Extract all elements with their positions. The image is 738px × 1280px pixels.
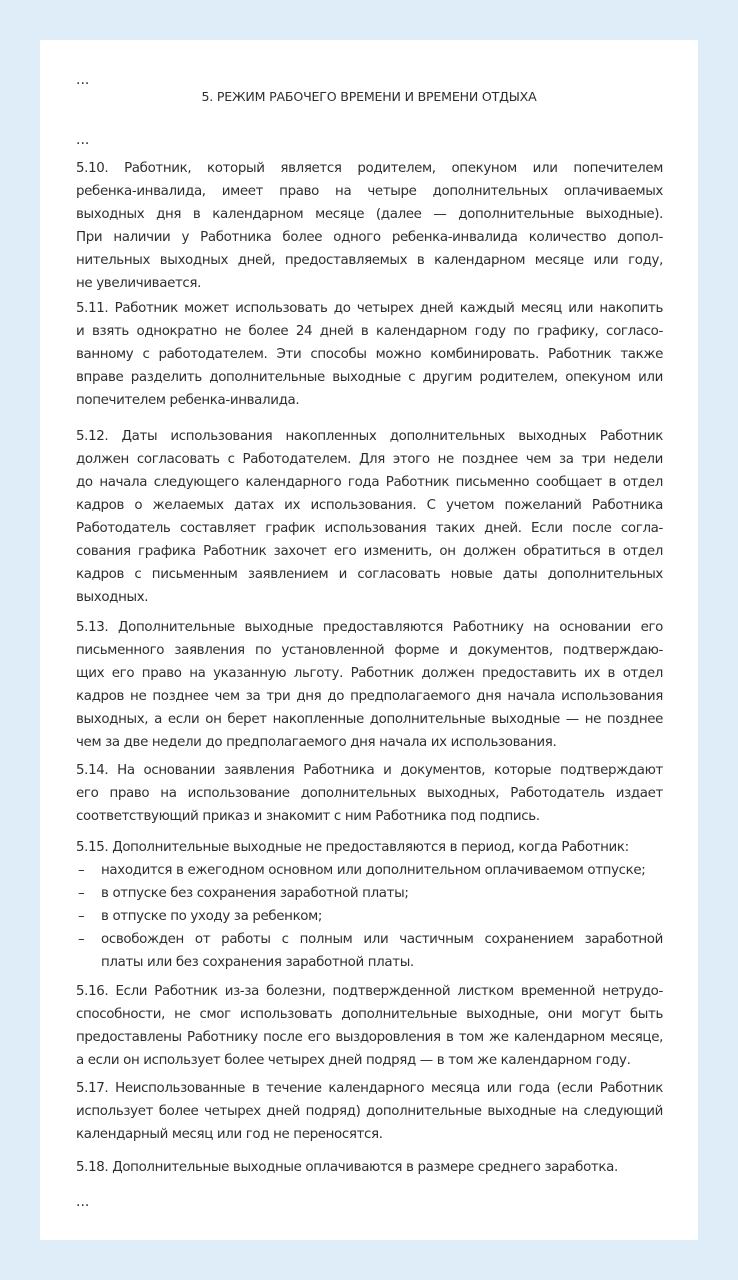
text-line: должен согласовать с Работодателем. Для этого не позднее чем за три недели: [76, 452, 663, 467]
text-line: 5.13. Дополнительные выходные предоставляются Работнику на основании его: [76, 620, 663, 635]
text-line: При наличии у Работника более одного ребенка-инвалида количество допол-: [76, 230, 663, 245]
text-line: освобожден от работы с полным или частичным сохранением заработной: [101, 932, 663, 947]
text-line: ванному с работодателем. Эти способы можно комбинировать. Работник также: [76, 347, 663, 362]
paragraph-5-13: [76, 616, 663, 754]
paragraph-5-16: [76, 980, 663, 1072]
text-line: 5.18. Дополнительные выходные оплачиваются в размере среднего заработка.: [76, 1160, 618, 1175]
paragraph-5-15: [76, 836, 663, 974]
text-line: не увеличивается.: [76, 276, 202, 291]
list-dash: –: [78, 932, 85, 947]
section-heading: 5. РЕЖИМ РАБОЧЕГО ВРЕМЕНИ И ВРЕМЕНИ ОТДЫХА: [201, 89, 537, 104]
paragraph-5-17: [76, 1077, 663, 1146]
text-line: в отпуске по уходу за ребенком;: [101, 909, 323, 924]
text-line: 5.12. Даты использования накопленных дополнительных выходных Работник: [76, 429, 663, 444]
ellipsis-top: ...: [76, 72, 90, 88]
text-line: способности, не смог использовать дополнительные выходные, они могут быть: [76, 1007, 663, 1022]
text-line: выходных, а если он берет накопленные дополнительные выходные — не позднее: [76, 712, 663, 727]
list-item: [76, 859, 663, 882]
text-line: до начала следующего календарного года Работник письменно сообщает в отдел: [76, 475, 663, 490]
text-line: его право на использование дополнительных выходных, Работодатель издает: [76, 786, 663, 801]
text-line: кадров о желаемых датах их использования. С учетом пожеланий Работника: [76, 498, 663, 513]
text-line: нительных выходных дней, предоставляемых в календарном месяце или году,: [76, 253, 663, 268]
text-line: выходных дня в календарном месяце (далее — дополнительные выходные).: [76, 207, 663, 222]
list-dash: –: [78, 863, 85, 878]
document-page: [40, 40, 698, 1240]
text-line: 5.15. Дополнительные выходные не предоставляются в период, когда Работник:: [76, 840, 629, 855]
list-item: [76, 882, 663, 905]
text-line: ребенка-инвалида, имеет право на четыре дополнительных оплачиваемых: [76, 184, 663, 199]
text-line: соответствующий приказ и знакомит с ним Работника под подпись.: [76, 809, 540, 824]
text-line: находится в ежегодном основном или дополнительном оплачиваемом отпуске;: [101, 863, 646, 878]
text-line: выходных.: [76, 590, 149, 605]
text-line: платы или без сохранения заработной платы.: [101, 955, 414, 970]
text-line: Работодатель составляет график использования таких дней. Если после согла-: [76, 521, 663, 536]
text-line: щих его право на указанную льготу. Работник должен предоставить их в отдел: [76, 666, 663, 681]
text-line: письменного заявления по установленной форме и документов, подтверждаю-: [76, 643, 663, 658]
text-line: 5.14. На основании заявления Работника и документов, которые подтверждают: [76, 763, 663, 778]
paragraph-5-11: [76, 297, 663, 412]
text-line: чем за две недели до предполагаемого дня начала их использования.: [76, 735, 557, 750]
paragraph-5-12: [76, 425, 663, 609]
text-line: в отпуске без сохранения заработной платы;: [101, 886, 409, 901]
paragraph-5-10: [76, 157, 663, 295]
list-item: [76, 905, 663, 928]
text-line: 5.11. Работник может использовать до четырех дней каждый месяц или накопить: [76, 301, 663, 316]
text-line: кадров не позднее чем за три дня до предполагаемого дня начала использования: [76, 689, 663, 704]
text-line: попечителем ребенка-инвалида.: [76, 393, 300, 408]
text-line: 5.17. Неиспользованные в течение календарного месяца или года (если Работник: [76, 1081, 663, 1096]
text-line: 5.10. Работник, который является родителем, опекуном или попечителем: [76, 161, 663, 176]
text-line: и взять однократно не более 24 дней в календарном году по графику, согласо-: [76, 324, 663, 339]
ellipsis-after-heading: ...: [76, 132, 90, 148]
list-dash: –: [78, 909, 85, 924]
list-item: [76, 928, 663, 974]
text-line: а если он использует более четырех дней подряд — в том же календарном году.: [76, 1053, 631, 1068]
text-line: 5.16. Если Работник из-за болезни, подтвержденной листком временной нетрудо-: [76, 984, 663, 999]
text-line: вправе разделить дополнительные выходные с другим родителем, опекуном или: [76, 370, 663, 385]
text-line: использует более четырех дней подряд) дополнительные выходные на следующий: [76, 1104, 663, 1119]
text-line: сования графика Работник захочет его изменить, он должен обратиться в отдел: [76, 544, 663, 559]
ellipsis-bottom: ...: [76, 1194, 90, 1210]
text-line: календарный месяц или год не переносятся.: [76, 1127, 383, 1142]
paragraph-5-14: [76, 759, 663, 828]
text-line: предоставлены Работнику после его выздоровления в том же календарном месяце,: [76, 1030, 663, 1045]
text-line: кадров с письменным заявлением и согласовать новые даты дополнительных: [76, 567, 663, 582]
paragraph-5-18: [76, 1156, 663, 1179]
list-dash: –: [78, 886, 85, 901]
